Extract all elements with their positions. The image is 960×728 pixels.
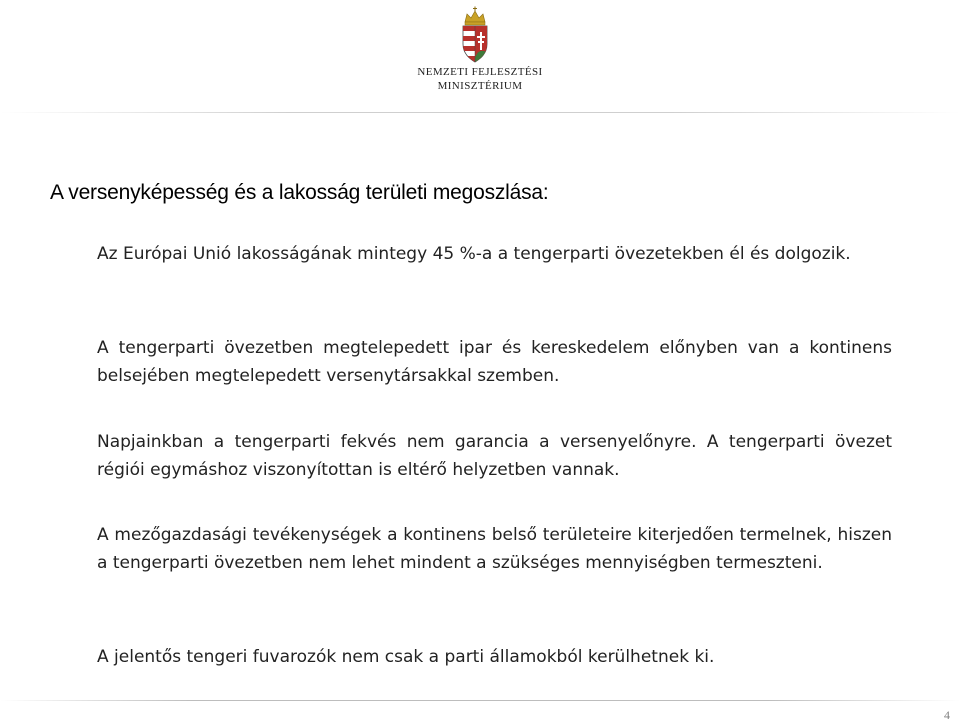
paragraph-4: A mezőgazdasági tevékenységek a kontinens belső területeire kiterjedően termelnek, hiszen a tengerparti övezetben nem lehet mindent a szükséges mennyiségben termeszteni. (97, 525, 892, 573)
ministry-name-line1: NEMZETI FEJLESZTÉSI (417, 66, 543, 78)
paragraph-2: A tengerparti övezetben megtelepedett ipar és kereskedelem előnyben van a kontinens belsejében megtelepedett versenytársakkal szemben. (97, 338, 892, 386)
footer-divider (0, 700, 960, 701)
page-title: A versenyképesség és a lakosság területi megoszlása: (50, 181, 549, 204)
page-number: 4 (944, 708, 950, 722)
paragraph-5: A jelentős tengeri fuvarozók nem csak a parti államokból kerülhetnek ki. (97, 647, 715, 667)
ministry-name-line2: MINISZTÉRIUM (437, 80, 523, 92)
hungarian-coat-of-arms-icon (460, 6, 490, 64)
header-divider (0, 112, 960, 113)
ministry-header (0, 0, 960, 110)
paragraph-3: Napjainkban a tengerparti fekvés nem garancia a versenyelőnyre. A tengerparti övezet régiói egymáshoz viszonyítottan is eltérő helyzetben vannak. (97, 432, 892, 480)
paragraph-1: Az Európai Unió lakosságának mintegy 45 %-a a tengerparti övezetekben él és dolgozik. (97, 244, 851, 264)
